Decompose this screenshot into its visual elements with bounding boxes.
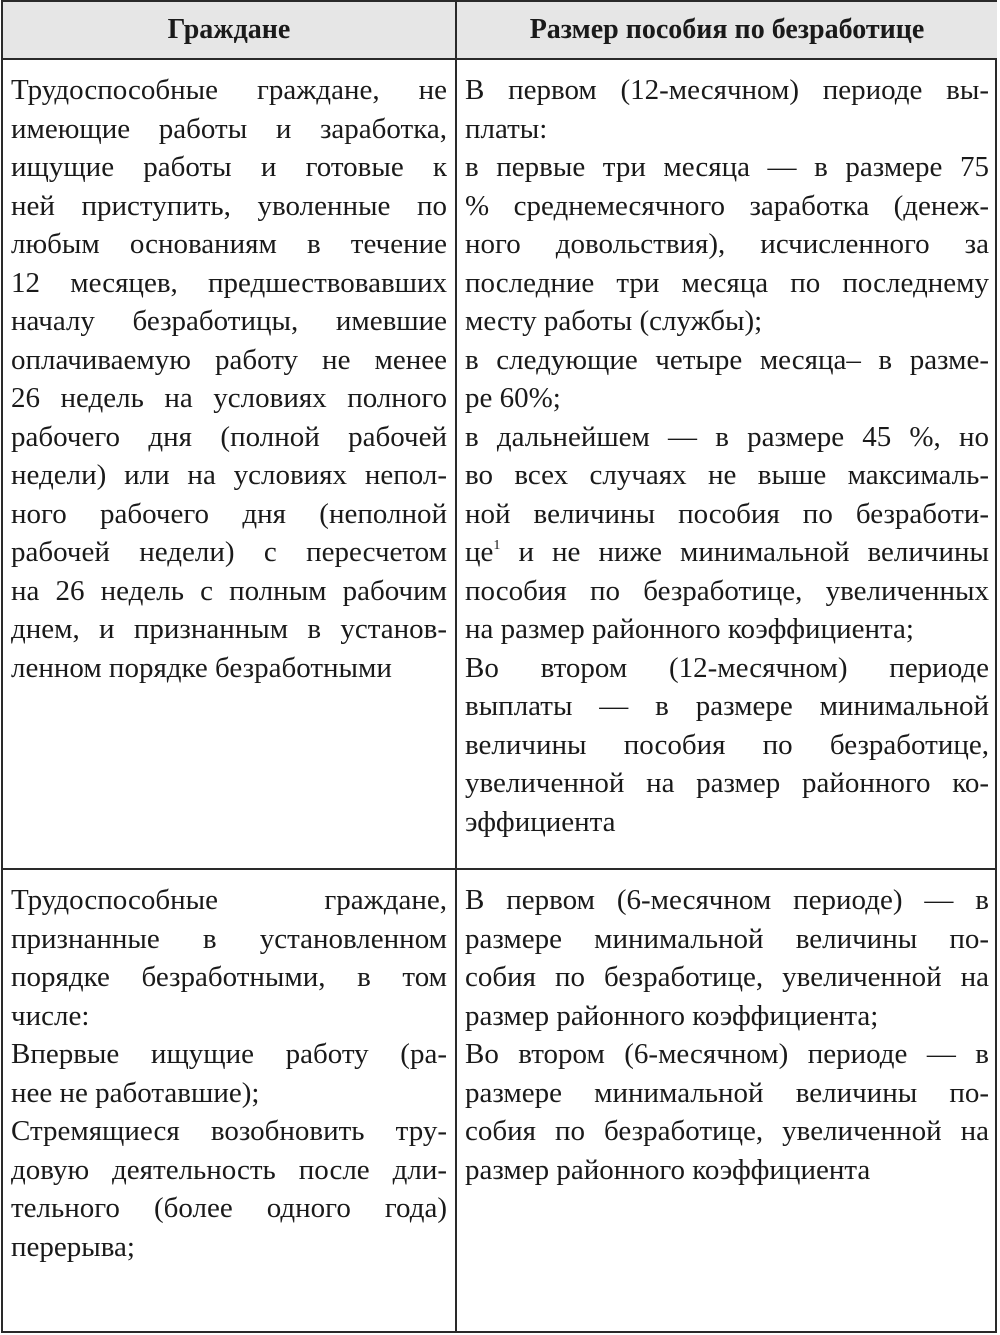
text-line: последние три месяца по последнему — [465, 266, 989, 299]
text-line: 26 недель на условиях полного — [11, 382, 447, 414]
header-citizens: Граждане — [3, 2, 455, 58]
text-line: размер районного коэффициента; — [465, 999, 879, 1032]
text-line: днем, и признанным в установ- — [11, 613, 447, 645]
text-line: платы: — [465, 112, 548, 145]
text-line: Впервые ищущие работу (ра- — [11, 1038, 447, 1070]
text-line: ленном порядке безработными — [11, 651, 392, 684]
footnote-word-prefix: це — [465, 536, 494, 568]
unemployment-benefit-table — [1, 0, 997, 1333]
text-line: тельного (более одного года) — [11, 1192, 447, 1224]
text-line: эффициента — [465, 805, 616, 838]
footnote-line — [465, 533, 989, 572]
text-line: ней приступить, уволенные по — [11, 189, 447, 222]
text-line: Во втором (6-месячном) периоде — в — [465, 1038, 989, 1070]
text-line: % среднемесячного заработка (денеж- — [465, 189, 989, 222]
footnote-marker: 1 — [493, 538, 501, 553]
text-line: ной величины пособия по безработи- — [465, 497, 989, 530]
row-divider — [3, 868, 995, 870]
text-line: и не ниже минимальной величины — [518, 536, 989, 568]
text-line: 12 месяцев, предшествовавших — [11, 266, 447, 299]
text-line: перерыва; — [11, 1230, 135, 1263]
row2-benefit-cell — [465, 881, 989, 1189]
text-line: рабочего дня (полной рабочей — [11, 420, 447, 453]
text-line: недели) или на условиях непол- — [11, 459, 447, 491]
text-line: выплаты — в размере минимальной — [465, 690, 989, 722]
text-line: на 26 недель с полным рабочим — [11, 574, 447, 607]
text-line: на размер районного коэффициента; — [465, 613, 914, 645]
text-line: любым основаниям в течение — [11, 228, 447, 260]
text-line: ре 60%; — [465, 382, 561, 414]
header-divider — [3, 58, 995, 60]
text-line: Трудоспособные граждане, — [11, 884, 447, 916]
text-line: в следующие четыре месяца– в разме- — [465, 343, 989, 376]
text-line: нее не работавшие); — [11, 1076, 260, 1109]
text-line: В первом (6-месячном периоде) — в — [465, 884, 989, 916]
text-line: месту работы (службы); — [465, 305, 763, 337]
text-line: размер районного коэффициента — [465, 1153, 871, 1186]
text-line: довую деятельность после дли- — [11, 1153, 447, 1186]
text-line: Трудоспособные граждане, не — [11, 74, 447, 106]
text-line: числе: — [11, 999, 90, 1032]
text-line: рабочей недели) с пересчетом — [11, 536, 447, 568]
row1-citizens-cell — [11, 71, 447, 687]
text-line: ищущие работы и готовые к — [11, 151, 447, 183]
text-line: в дальнейшем — в размере 45 %, но — [465, 420, 989, 453]
text-line: во всех случаях не выше максималь- — [465, 459, 989, 491]
text-line: Стремящиеся возобновить тру- — [11, 1115, 447, 1147]
text-line: признанные в установленном — [11, 922, 447, 955]
text-line: порядке безработными, в том — [11, 961, 447, 993]
text-line: собия по безработице, увеличенной на — [465, 961, 989, 993]
text-line: пособия по безработице, увеличенных — [465, 574, 989, 607]
column-divider — [455, 2, 457, 1331]
text-line: увеличенной на размер районного ко- — [465, 767, 989, 799]
header-benefit-amount: Размер пособия по безработице — [457, 2, 997, 58]
text-line: ного довольствия), исчисленного за — [465, 228, 989, 260]
row2-citizens-cell — [11, 881, 447, 1266]
text-line: оплачиваемую работу не менее — [11, 343, 447, 376]
text-line: В первом (12-месячном) периоде вы- — [465, 74, 989, 106]
text-line: размере минимальной величины по- — [465, 922, 989, 955]
text-line: величины пособия по безработице, — [465, 728, 989, 761]
text-line: ного рабочего дня (неполной — [11, 497, 447, 530]
text-line: началу безработицы, имевшие — [11, 305, 447, 337]
text-line: имеющие работы и заработка, — [11, 112, 447, 145]
row1-benefit-cell — [465, 71, 989, 841]
text-line: собия по безработице, увеличенной на — [465, 1115, 989, 1147]
text-line: в первые три месяца — в размере 75 — [465, 151, 989, 183]
text-line: размере минимальной величины по- — [465, 1076, 989, 1109]
text-line: Во втором (12-месячном) периоде — [465, 651, 989, 684]
